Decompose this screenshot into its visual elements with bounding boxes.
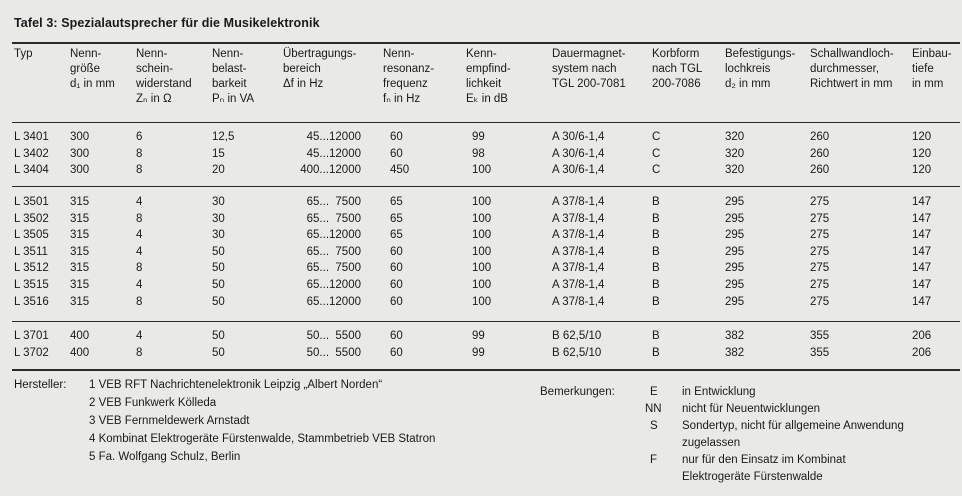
cell-et: 206 [912,330,932,342]
header-einbautiefe-line: Einbau- [912,48,952,60]
cell-nsw: 8 [136,346,143,359]
cell-kf: C [652,131,661,143]
cell-nsw: 8 [136,295,143,308]
hersteller-item: 3 VEB Fernmeldewerk Arnstadt [89,415,250,427]
cell-dm: A 37/8-1,4 [552,196,605,208]
cell-sw: 275 [810,212,830,225]
cell-ng: 400 [70,330,90,342]
cell-ng: 315 [70,229,90,242]
header-befestigungslochkreis-line: Befestigungs- [725,48,796,60]
group-separator [12,321,960,322]
cell-ke: 100 [472,245,492,258]
cell-nb: 30 [212,229,225,242]
cell-nb: 30 [212,212,225,225]
remark-text: in Entwicklung [682,386,756,398]
cell-bl: 320 [725,164,745,177]
cell-nrf: 60 [390,262,403,275]
header-nennscheinwiderstand-line: Nenn- [136,48,168,60]
cell-ng: 315 [70,262,90,275]
cell-ke: 100 [472,229,492,242]
header-dauermagnetsystem-line: TGL 200-7081 [552,78,626,90]
header-nennbelastbarkeit-line: barkeit [212,78,247,90]
cell-et: 206 [912,346,932,359]
cell-dm: A 37/8-1,4 [552,262,605,275]
header-nennresonanzfrequenz-line: fₙ in Hz [383,93,421,105]
cell-sw: 275 [810,196,830,208]
header-einbautiefe-line: tiefe [912,63,934,75]
cell-ke: 99 [472,346,485,359]
cell-ke: 99 [472,330,485,342]
cell-typ: L 3401 [14,131,49,143]
cell-kf: B [652,262,660,275]
cell-et: 147 [912,196,932,208]
cell-kf: B [652,330,660,342]
header-nennscheinwiderstand [136,47,192,107]
cell-kf: B [652,229,660,242]
cell-et: 147 [912,245,932,258]
cell-bl: 320 [725,131,745,143]
cell-nsw: 4 [136,229,143,242]
cell-bl: 382 [725,330,745,342]
remark-code: E [650,386,658,398]
cell-kf: C [652,147,661,160]
cell-kf: B [652,196,660,208]
cell-dm: A 30/6-1,4 [552,147,605,160]
table-row [0,164,962,180]
cell-typ: L 3501 [14,196,49,208]
header-nennresonanzfrequenz [383,47,434,107]
cell-bl: 382 [725,346,745,359]
cell-kf: B [652,279,660,291]
table-row [0,246,962,262]
cell-sw: 275 [810,295,830,308]
cell-ng: 315 [70,279,90,291]
cell-nrf: 60 [390,147,403,160]
cell-ke: 100 [472,279,492,291]
cell-typ: L 3505 [14,229,49,242]
cell-kf: B [652,245,660,258]
hersteller-item: 1 VEB RFT Nachrichtenelektronik Leipzig „Albert Norden“ [89,379,383,391]
cell-ng: 400 [70,346,90,359]
header-befestigungslochkreis-line: lochkreis [725,63,771,75]
header-nennbelastbarkeit-line: belast- [212,63,247,75]
table-row [0,279,962,295]
header-nenngroesse-line: Nenn- [70,48,102,60]
header-schallwandloch [810,47,894,92]
header-kennempfindlichkeit-line: lichkeit [466,78,502,90]
cell-ng: 315 [70,196,90,208]
cell-ub: 45...12000 [306,131,361,143]
cell-ng: 300 [70,164,90,177]
header-bottom-rule [12,122,960,123]
cell-et: 120 [912,147,932,160]
cell-typ: L 3402 [14,147,49,160]
header-uebertragungsbereich-line: bereich [283,63,321,75]
cell-kf: B [652,212,660,225]
cell-nrf: 60 [390,245,403,258]
header-nennscheinwiderstand-line: Zₙ in Ω [136,93,172,105]
header-nennresonanzfrequenz-line: resonanz- [383,63,435,75]
cell-ke: 100 [472,295,492,308]
cell-nrf: 60 [390,295,403,308]
cell-typ: L 3502 [14,212,49,225]
cell-sw: 260 [810,164,830,177]
cell-sw: 275 [810,229,830,242]
cell-nsw: 8 [136,212,143,225]
cell-nrf: 65 [390,229,403,242]
cell-typ: L 3702 [14,346,49,359]
cell-sw: 260 [810,147,830,160]
header-befestigungslochkreis [725,47,795,92]
cell-nb: 15 [212,147,225,160]
cell-sw: 260 [810,131,830,143]
cell-typ: L 3404 [14,164,49,177]
header-nenngroesse-line: größe [70,63,101,75]
header-nennscheinwiderstand-line: schein- [136,63,174,75]
cell-ng: 315 [70,212,90,225]
header-nennbelastbarkeit-line: Pₙ in VA [212,93,255,105]
cell-nrf: 65 [390,196,403,208]
table-row [0,148,962,164]
header-nennbelastbarkeit [212,47,254,107]
cell-dm: A 37/8-1,4 [552,245,605,258]
cell-nsw: 8 [136,262,143,275]
cell-sw: 275 [810,262,830,275]
header-schallwandloch-line: Richtwert in mm [810,78,893,90]
cell-nsw: 4 [136,245,143,258]
cell-bl: 295 [725,212,745,225]
cell-ng: 315 [70,245,90,258]
header-kennempfindlichkeit [466,47,511,107]
cell-ng: 315 [70,295,90,308]
cell-sw: 355 [810,330,830,342]
hersteller-item: 4 Kombinat Elektrogeräte Fürstenwalde, Stammbetrieb VEB Statron [89,433,436,445]
header-schallwandloch-line: durchmesser, [810,63,880,75]
hersteller-item: 2 VEB Funkwerk Kölleda [89,397,217,409]
header-schallwandloch-line: Schallwandloch- [810,48,894,60]
cell-nb: 50 [212,295,225,308]
cell-ke: 100 [472,164,492,177]
remark-text: Elektrogeräte Fürstenwalde [682,471,823,483]
cell-ub: 65... 7500 [306,212,361,225]
cell-ke: 100 [472,262,492,275]
header-uebertragungsbereich-line: Δf in Hz [283,78,324,90]
cell-ke: 99 [472,131,485,143]
remark-text: Sondertyp, nicht für allgemeine Anwendung [682,420,904,432]
cell-nsw: 4 [136,279,143,291]
header-kennempfindlichkeit-line: empfind- [466,63,511,75]
cell-nb: 30 [212,196,225,208]
header-typ-line: Typ [14,48,33,60]
cell-dm: A 30/6-1,4 [552,164,605,177]
hersteller-item: 5 Fa. Wolfgang Schulz, Berlin [89,451,241,463]
remark-code: F [650,454,658,466]
header-typ [14,47,33,62]
cell-nrf: 60 [390,346,403,359]
header-korbform [652,47,702,92]
cell-ub: 65...12000 [306,279,361,291]
table-title: Tafel 3: Spezialautsprecher für die Musikelektronik [14,16,320,30]
table-row [0,213,962,229]
cell-ub: 50... 5500 [306,330,361,342]
header-nennscheinwiderstand-line: widerstand [136,78,192,90]
cell-et: 147 [912,262,932,275]
cell-kf: C [652,164,661,177]
bemerkungen-label: Bemerkungen: [540,386,615,398]
cell-ub: 65... 7500 [306,262,361,275]
table-row [0,229,962,245]
cell-ub: 65... 7500 [306,196,361,208]
cell-ub: 65...12000 [306,295,361,308]
cell-bl: 320 [725,147,745,160]
header-dauermagnetsystem-line: system nach [552,63,617,75]
cell-nsw: 8 [136,147,143,160]
cell-et: 120 [912,131,932,143]
remark-text: nur für den Einsatz im Kombinat [682,454,846,466]
cell-typ: L 3512 [14,262,49,275]
remark-code: S [650,420,658,432]
cell-dm: A 30/6-1,4 [552,131,605,143]
cell-ub: 400...12000 [300,164,361,177]
header-nenngroesse-line: d₁ in mm [70,78,115,90]
header-nennresonanzfrequenz-line: Nenn- [383,48,415,60]
group-separator [12,186,960,187]
cell-typ: L 3701 [14,330,49,342]
cell-bl: 295 [725,196,745,208]
cell-nb: 50 [212,330,225,342]
cell-et: 120 [912,164,932,177]
cell-bl: 295 [725,262,745,275]
header-nennbelastbarkeit-line: Nenn- [212,48,244,60]
table-top-rule [12,42,960,44]
cell-nb: 20 [212,164,225,177]
cell-et: 147 [912,279,932,291]
table-row [0,330,962,346]
header-korbform-line: 200-7086 [652,78,701,90]
cell-dm: A 37/8-1,4 [552,295,605,308]
cell-nb: 50 [212,245,225,258]
cell-dm: B 62,5/10 [552,330,602,342]
cell-bl: 295 [725,295,745,308]
header-kennempfindlichkeit-line: Kenn- [466,48,497,60]
cell-nb: 50 [212,279,225,291]
cell-ke: 100 [472,196,492,208]
table-row [0,196,962,212]
table-bottom-rule [12,369,960,371]
remark-text: nicht für Neuentwicklungen [682,403,821,415]
cell-dm: B 62,5/10 [552,346,602,359]
cell-ub: 50... 5500 [306,346,361,359]
cell-nrf: 450 [390,164,410,177]
cell-kf: B [652,295,660,308]
cell-nsw: 8 [136,164,143,177]
cell-et: 147 [912,229,932,242]
cell-nb: 12,5 [212,131,235,143]
cell-nrf: 60 [390,330,403,342]
cell-kf: B [652,346,660,359]
header-uebertragungsbereich [283,47,357,92]
table-row [0,347,962,363]
header-kennempfindlichkeit-line: Eₖ in dB [466,93,508,105]
cell-nsw: 4 [136,330,143,342]
cell-nb: 50 [212,346,225,359]
remark-code: NN [645,403,662,415]
cell-sw: 355 [810,346,830,359]
cell-et: 147 [912,295,932,308]
cell-bl: 295 [725,245,745,258]
header-dauermagnetsystem [552,47,626,92]
cell-bl: 295 [725,229,745,242]
cell-ke: 98 [472,147,485,160]
cell-sw: 275 [810,245,830,258]
header-dauermagnetsystem-line: Dauermagnet- [552,48,626,60]
cell-nsw: 4 [136,196,143,208]
header-einbautiefe [912,47,952,92]
cell-ub: 45...12000 [306,147,361,160]
cell-et: 147 [912,212,932,225]
cell-dm: A 37/8-1,4 [552,279,605,291]
cell-ub: 65...12000 [306,229,361,242]
cell-ke: 100 [472,212,492,225]
header-nenngroesse [70,47,115,92]
cell-nrf: 60 [390,279,403,291]
remark-text: zugelassen [682,437,741,449]
table-row [0,131,962,147]
header-nennresonanzfrequenz-line: frequenz [383,78,428,90]
header-korbform-line: nach TGL [652,63,703,75]
header-einbautiefe-line: in mm [912,78,944,90]
cell-ub: 65... 7500 [306,245,361,258]
table-row [0,296,962,312]
cell-dm: A 37/8-1,4 [552,212,605,225]
cell-nrf: 60 [390,131,403,143]
header-korbform-line: Korbform [652,48,700,60]
cell-nsw: 6 [136,131,143,143]
cell-bl: 295 [725,279,745,291]
cell-ng: 300 [70,147,90,160]
table-row [0,262,962,278]
cell-sw: 275 [810,279,830,291]
header-befestigungslochkreis-line: d₂ in mm [725,78,771,90]
cell-nrf: 65 [390,212,403,225]
cell-dm: A 37/8-1,4 [552,229,605,242]
cell-typ: L 3515 [14,279,49,291]
cell-typ: L 3511 [14,245,48,258]
header-uebertragungsbereich-line: Übertragungs- [283,48,357,60]
hersteller-label: Hersteller: [14,379,67,391]
cell-typ: L 3516 [14,295,49,308]
cell-nb: 50 [212,262,225,275]
cell-ng: 300 [70,131,90,143]
